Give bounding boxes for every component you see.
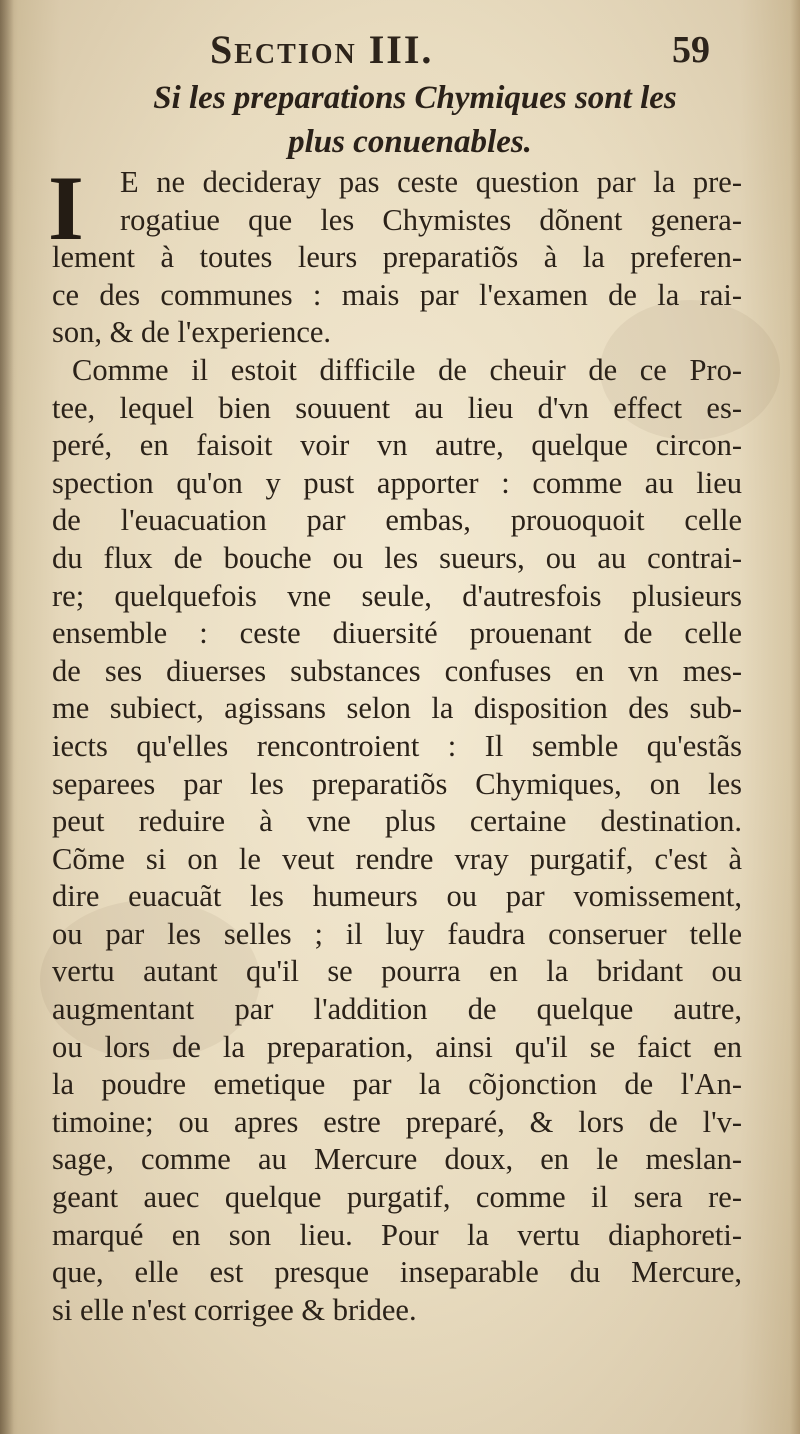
text-line: me subiect, agissans selon la disposition des sub- xyxy=(52,691,742,726)
drop-cap: I xyxy=(48,157,84,259)
text-line: Comme il estoit difficile de cheuir de ce Pro- xyxy=(72,352,742,387)
text-line: son, & de l'experience. xyxy=(52,315,332,350)
text-line: sage, comme au Mercure doux, en le meslan- xyxy=(52,1142,742,1177)
page-header xyxy=(0,22,800,82)
text-line: dire euacuãt les humeurs ou par vomissement, xyxy=(52,879,742,914)
text-line: rogatiue que les Chymistes dõnent genera- xyxy=(120,202,742,237)
paragraph-1 xyxy=(48,157,742,352)
text-line: ou par les selles ; il luy faudra conseruer telle xyxy=(52,916,742,951)
text-line: augmentant par l'addition de quelque autre, xyxy=(52,992,742,1027)
text-line: geant auec quelque purgatif, comme il sera re- xyxy=(52,1180,742,1215)
text-line: separees par les preparatiõs Chymiques, on les xyxy=(52,766,742,801)
gutter-shadow xyxy=(0,0,14,1434)
text-line: spection qu'on y pust apporter : comme au lieu xyxy=(52,465,742,500)
chapter-heading xyxy=(0,76,800,164)
text-line: que, elle est presque inseparable du Mercure, xyxy=(52,1255,742,1290)
text-line: ce des communes : mais par l'examen de la rai- xyxy=(52,277,742,312)
body-text xyxy=(48,157,742,1329)
text-line: ensemble : ceste diuersité prouenant de celle xyxy=(52,616,742,651)
text-line: re; quelquefois vne seule, d'autresfois plusieurs xyxy=(52,578,742,613)
text-line: lement à toutes leurs preparatiõs à la preferen- xyxy=(52,240,742,275)
text-line: de l'euacuation par embas, prouoquoit celle xyxy=(52,503,742,538)
text-line: ou lors de la preparation, ainsi qu'il se faict en xyxy=(52,1029,742,1064)
text-line: peut reduire à vne plus certaine destination. xyxy=(52,804,742,839)
section-title: Section III. xyxy=(210,27,434,72)
text-line: iects qu'elles rencontroient : Il semble qu'estãs xyxy=(52,728,742,763)
text-line: vertu autant qu'il se pourra en la bridant ou xyxy=(52,954,742,989)
text-line: timoine; ou apres estre preparé, & lors de l'v- xyxy=(52,1104,742,1139)
chapter-heading-line: plus conuenables. xyxy=(288,124,532,160)
text-line: du flux de bouche ou les sueurs, ou au contrai- xyxy=(52,540,742,575)
text-line: la poudre emetique par la cõjonction de l'An- xyxy=(52,1067,742,1102)
text-line: marqué en son lieu. Pour la vertu diaphoreti- xyxy=(52,1217,742,1252)
page-number: 59 xyxy=(672,29,710,71)
text-line: de ses diuerses substances confuses en vn mes- xyxy=(52,653,742,688)
paragraph-2 xyxy=(52,352,742,1329)
text-line: si elle n'est corrigee & bridee. xyxy=(52,1292,417,1327)
text-line: peré, en faisoit voir vn autre, quelque circon- xyxy=(52,428,742,463)
text-line: tee, lequel bien souuent au lieu d'vn effect es- xyxy=(52,390,742,425)
text-line: E ne decideray pas ceste question par la pre- xyxy=(120,165,742,199)
text-line: Cõme si on le veut rendre vray purgatif, c'est à xyxy=(52,841,742,876)
chapter-heading-line: Si les preparations Chymiques sont les xyxy=(153,80,677,116)
